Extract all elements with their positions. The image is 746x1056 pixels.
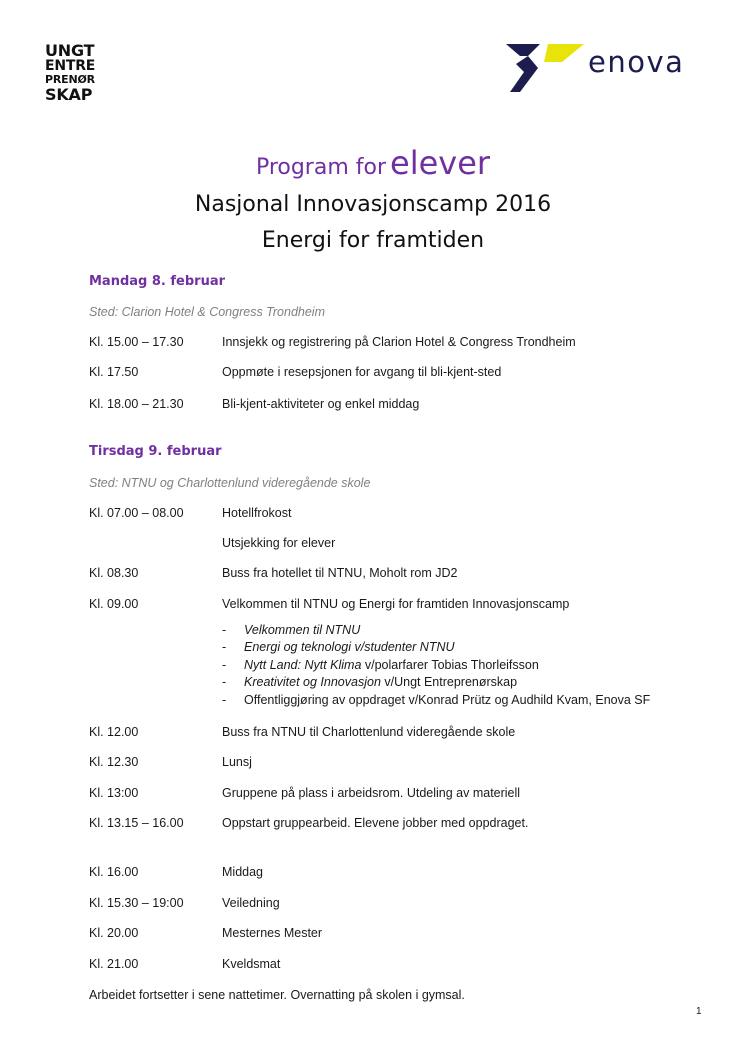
list-item-italic: Energi og teknologi v/studenter NTNU	[244, 640, 455, 655]
schedule-row	[89, 725, 709, 743]
program-prefix: Program for	[255, 155, 387, 180]
row-desc: Lunsj	[222, 755, 252, 769]
logo-line: SKAP	[45, 84, 93, 104]
row-time: Kl. 09.00	[89, 597, 139, 611]
schedule-row	[89, 926, 709, 944]
ungt-entreprenorskap-logo	[45, 41, 96, 104]
schedule-row	[89, 786, 709, 804]
list-dash: -	[222, 640, 227, 655]
list-item	[222, 692, 650, 709]
schedule-row	[89, 536, 709, 554]
program-title	[0, 144, 746, 182]
list-item-text: Offentliggjøring av oppdraget v/Konrad Prütz og Audhild Kvam, Enova SF	[244, 692, 651, 707]
row-desc: Velkommen til NTNU og Energi for framtiden Innovasjonscamp	[222, 597, 570, 611]
row-desc: Utsjekking for elever	[222, 536, 336, 550]
row-desc: Hotellfrokost	[222, 506, 292, 520]
closing-note: Arbeidet fortsetter i sene nattetimer. Overnatting på skolen i gymsal.	[89, 988, 465, 1002]
row-desc: Mesternes Mester	[222, 926, 323, 940]
row-time: Kl. 12.00	[89, 725, 139, 739]
row-desc: Veiledning	[222, 896, 280, 910]
list-item-italic: Kreativitet og Innovasjon	[244, 675, 381, 690]
day-heading-monday: Mandag 8. februar	[89, 274, 226, 289]
schedule-row	[89, 597, 709, 615]
row-desc: Oppmøte i resepsjonen for avgang til bli-kjent-sted	[222, 365, 502, 379]
row-desc: Kveldsmat	[222, 957, 281, 971]
list-item-italic: Velkommen til NTNU	[244, 623, 361, 637]
row-time: Kl. 07.00 – 08.00	[89, 506, 184, 520]
logo-line: ENTRE	[45, 57, 96, 74]
row-desc: Innsjekk og registrering på Clarion Hotel & Congress Trondheim	[222, 335, 576, 349]
row-desc: Gruppene på plass i arbeidsrom. Utdeling av materiell	[222, 786, 521, 800]
row-time: Kl. 16.00	[89, 865, 139, 879]
schedule-row	[89, 816, 709, 834]
row-time: Kl. 21.00	[89, 957, 139, 971]
welcome-program-list	[222, 622, 650, 709]
list-dash: -	[222, 623, 227, 637]
row-desc: Bli-kjent-aktiviteter og enkel middag	[222, 397, 420, 411]
schedule-row	[89, 335, 709, 353]
row-desc: Buss fra hotellet til NTNU, Moholt rom JD2	[222, 566, 458, 580]
row-time: Kl. 15.00 – 17.30	[89, 335, 184, 349]
list-item-italic: Nytt Land: Nytt Klima	[244, 657, 362, 672]
schedule-row	[89, 755, 709, 773]
list-item	[222, 657, 650, 674]
list-dash: -	[222, 675, 227, 690]
row-time: Kl. 12.30	[89, 755, 139, 769]
list-item	[222, 622, 650, 639]
schedule-row	[89, 365, 709, 383]
venue-tuesday: Sted: NTNU og Charlottenlund videregående skole	[89, 476, 371, 490]
list-item	[222, 639, 650, 656]
row-time: Kl. 13:00	[89, 786, 139, 800]
program-word: elever	[390, 144, 491, 182]
schedule-row	[89, 566, 709, 584]
row-desc: Middag	[222, 865, 263, 879]
schedule-row	[89, 865, 709, 883]
page-number: 1	[696, 1006, 702, 1017]
list-dash: -	[222, 657, 227, 672]
logo-line: PRENØR	[45, 73, 95, 86]
row-time: Kl. 18.00 – 21.30	[89, 397, 184, 411]
row-time: Kl. 13.15 – 16.00	[89, 816, 184, 830]
event-subtitle: Energi for framtiden	[261, 228, 485, 253]
row-desc: Buss fra NTNU til Charlottenlund videregående skole	[222, 725, 516, 739]
enova-wordmark: enova	[588, 45, 685, 79]
list-dash: -	[222, 692, 227, 707]
list-item-text: v/Ungt Entreprenørskap	[380, 675, 518, 690]
schedule-row	[89, 896, 709, 914]
day-heading-tuesday: Tirsdag 9. februar	[89, 444, 222, 459]
row-desc: Oppstart gruppearbeid. Elevene jobber med oppdraget.	[222, 816, 529, 830]
venue-monday: Sted: Clarion Hotel & Congress Trondheim	[89, 305, 325, 319]
enova-mark-icon	[506, 42, 586, 94]
list-item-text: v/polarfarer Tobias Thorleifsson	[361, 657, 539, 672]
schedule-row	[89, 957, 709, 975]
row-time: Kl. 15.30 – 19:00	[89, 896, 184, 910]
schedule-row	[89, 397, 709, 415]
row-time: Kl. 20.00	[89, 926, 139, 940]
schedule-row	[89, 506, 709, 524]
event-title: Nasjonal Innovasjonscamp 2016	[194, 192, 552, 217]
logo-line: UNGT	[45, 41, 95, 60]
list-item	[222, 674, 650, 691]
row-time: Kl. 08.30	[89, 566, 139, 580]
row-time: Kl. 17.50	[89, 365, 139, 379]
